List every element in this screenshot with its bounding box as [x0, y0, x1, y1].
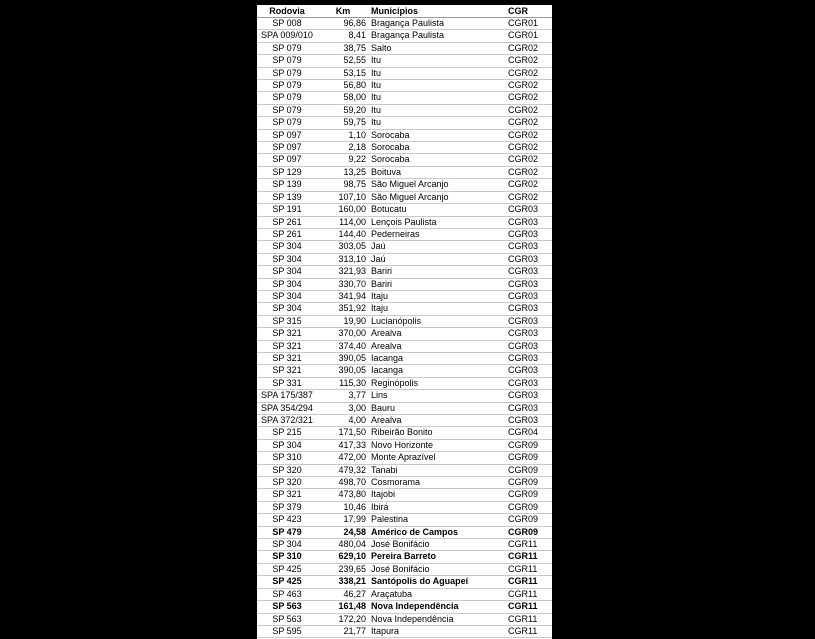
cell-municipio: Tanabi: [369, 464, 504, 476]
cell-rodovia: SP 463: [257, 588, 317, 600]
cell-cgr: CGR02: [504, 142, 552, 154]
table-row: [257, 352, 552, 364]
cell-rodovia: SP 321: [257, 352, 317, 364]
cell-municipio: Cosmorama: [369, 477, 504, 489]
cell-municipio: São Miguel Arcanjo: [369, 191, 504, 203]
cell-rodovia: SP 321: [257, 328, 317, 340]
cell-municipio: Bauru: [369, 402, 504, 414]
cell-km: 17,99: [317, 514, 369, 526]
cell-rodovia: SP 479: [257, 526, 317, 538]
table-row: [257, 80, 552, 92]
table-row: [257, 55, 552, 67]
cell-km: 498,70: [317, 477, 369, 489]
cell-rodovia: SP 139: [257, 191, 317, 203]
table-row: [257, 253, 552, 265]
cell-km: 56,80: [317, 80, 369, 92]
cell-cgr: CGR03: [504, 290, 552, 302]
cell-cgr: CGR09: [504, 477, 552, 489]
cell-rodovia: SP 129: [257, 166, 317, 178]
cell-km: 351,92: [317, 303, 369, 315]
cell-rodovia: SP 215: [257, 427, 317, 439]
table-row: [257, 464, 552, 476]
table-row: [257, 390, 552, 402]
cell-municipio: Itu: [369, 55, 504, 67]
cell-municipio: Jaú: [369, 253, 504, 265]
table-row: [257, 576, 552, 588]
cell-km: 390,05: [317, 352, 369, 364]
cell-cgr: CGR02: [504, 42, 552, 54]
cell-cgr: CGR02: [504, 92, 552, 104]
cell-rodovia: SP 304: [257, 241, 317, 253]
cell-km: 21,77: [317, 625, 369, 637]
cell-cgr: CGR03: [504, 253, 552, 265]
cell-municipio: Sorocaba: [369, 142, 504, 154]
cell-km: 390,05: [317, 365, 369, 377]
cell-cgr: CGR09: [504, 514, 552, 526]
cell-municipio: Monte Aprazível: [369, 452, 504, 464]
cell-cgr: CGR11: [504, 601, 552, 613]
cell-cgr: CGR09: [504, 452, 552, 464]
cell-km: 144,40: [317, 228, 369, 240]
table-row: [257, 501, 552, 513]
table-row: [257, 563, 552, 575]
cell-cgr: CGR02: [504, 104, 552, 116]
cell-municipio: Lins: [369, 390, 504, 402]
cell-municipio: Bragança Paulista: [369, 30, 504, 42]
cell-cgr: CGR03: [504, 204, 552, 216]
cell-rodovia: SP 079: [257, 104, 317, 116]
cell-municipio: Palestina: [369, 514, 504, 526]
cell-rodovia: SPA 009/010: [257, 30, 317, 42]
cell-municipio: Sorocaba: [369, 129, 504, 141]
cell-rodovia: SP 261: [257, 228, 317, 240]
cell-rodovia: SP 563: [257, 601, 317, 613]
table-row: [257, 402, 552, 414]
cell-cgr: CGR03: [504, 377, 552, 389]
cell-km: 4,00: [317, 415, 369, 427]
cell-cgr: CGR02: [504, 55, 552, 67]
table-row: [257, 166, 552, 178]
cell-km: 107,10: [317, 191, 369, 203]
cell-rodovia: SPA 372/321: [257, 415, 317, 427]
cell-cgr: CGR11: [504, 613, 552, 625]
cell-km: 59,75: [317, 117, 369, 129]
cell-municipio: Ibirá: [369, 501, 504, 513]
cell-rodovia: SP 304: [257, 266, 317, 278]
cell-municipio: Bariri: [369, 278, 504, 290]
cell-km: 10,46: [317, 501, 369, 513]
document-page: [257, 5, 552, 639]
cell-municipio: Sorocaba: [369, 154, 504, 166]
cell-km: 2,18: [317, 142, 369, 154]
header-rodovia: Rodovia: [257, 5, 317, 18]
cell-rodovia: SP 079: [257, 80, 317, 92]
cell-cgr: CGR03: [504, 415, 552, 427]
cell-cgr: CGR02: [504, 67, 552, 79]
cell-municipio: Lucianópolis: [369, 315, 504, 327]
cell-rodovia: SP 310: [257, 452, 317, 464]
cell-km: 160,00: [317, 204, 369, 216]
cell-km: 38,75: [317, 42, 369, 54]
cell-municipio: Itu: [369, 92, 504, 104]
cell-km: 321,93: [317, 266, 369, 278]
cell-municipio: Lençois Paulista: [369, 216, 504, 228]
cell-municipio: Pereira Barreto: [369, 551, 504, 563]
cell-cgr: CGR09: [504, 439, 552, 451]
cell-cgr: CGR03: [504, 303, 552, 315]
cell-cgr: CGR02: [504, 179, 552, 191]
table-row: [257, 266, 552, 278]
cell-municipio: São Miguel Arcanjo: [369, 179, 504, 191]
cell-municipio: Itu: [369, 117, 504, 129]
cell-cgr: CGR01: [504, 18, 552, 30]
cell-municipio: Itu: [369, 80, 504, 92]
cell-cgr: CGR09: [504, 501, 552, 513]
cell-rodovia: SP 304: [257, 439, 317, 451]
cell-municipio: Itu: [369, 104, 504, 116]
table-row: [257, 241, 552, 253]
cell-rodovia: SP 321: [257, 365, 317, 377]
cell-rodovia: SPA 354/294: [257, 402, 317, 414]
cell-municipio: Nova Independência: [369, 601, 504, 613]
cell-cgr: CGR03: [504, 216, 552, 228]
cell-km: 313,10: [317, 253, 369, 265]
cell-cgr: CGR03: [504, 390, 552, 402]
table-row: [257, 526, 552, 538]
cell-municipio: Bariri: [369, 266, 504, 278]
cell-km: 53,15: [317, 67, 369, 79]
cell-km: 3,77: [317, 390, 369, 402]
cell-km: 370,00: [317, 328, 369, 340]
table-row: [257, 377, 552, 389]
table-row: [257, 452, 552, 464]
cell-cgr: CGR11: [504, 563, 552, 575]
cell-municipio: Itapura: [369, 625, 504, 637]
cell-km: 472,00: [317, 452, 369, 464]
table-row: [257, 18, 552, 30]
table-row: [257, 30, 552, 42]
cell-municipio: Botucatu: [369, 204, 504, 216]
table-row: [257, 477, 552, 489]
cell-municipio: Santópolis do Aguapeí: [369, 576, 504, 588]
table-row: [257, 92, 552, 104]
cell-cgr: CGR04: [504, 427, 552, 439]
cell-rodovia: SP 563: [257, 613, 317, 625]
cell-km: 9,22: [317, 154, 369, 166]
cell-rodovia: SP 331: [257, 377, 317, 389]
cell-cgr: CGR02: [504, 80, 552, 92]
cell-cgr: CGR11: [504, 588, 552, 600]
cell-rodovia: SP 079: [257, 117, 317, 129]
table-row: [257, 489, 552, 501]
cell-cgr: CGR03: [504, 340, 552, 352]
cell-rodovia: SP 139: [257, 179, 317, 191]
table-row: [257, 129, 552, 141]
cell-km: 115,30: [317, 377, 369, 389]
cell-km: 629,10: [317, 551, 369, 563]
table-row: [257, 179, 552, 191]
rodovias-table: [257, 5, 552, 638]
cell-km: 24,58: [317, 526, 369, 538]
cell-cgr: CGR02: [504, 129, 552, 141]
cell-cgr: CGR11: [504, 576, 552, 588]
cell-rodovia: SP 191: [257, 204, 317, 216]
cell-km: 171,50: [317, 427, 369, 439]
cell-rodovia: SP 320: [257, 477, 317, 489]
table-row: [257, 340, 552, 352]
cell-municipio: Jaú: [369, 241, 504, 253]
table-row: [257, 315, 552, 327]
cell-rodovia: SP 425: [257, 563, 317, 575]
cell-cgr: CGR02: [504, 191, 552, 203]
cell-municipio: Pederneiras: [369, 228, 504, 240]
cell-km: 3,00: [317, 402, 369, 414]
cell-municipio: Itaju: [369, 303, 504, 315]
header-municipios: Municípios: [369, 5, 504, 18]
table-row: [257, 439, 552, 451]
cell-km: 59,20: [317, 104, 369, 116]
table-header-row: [257, 5, 552, 18]
cell-rodovia: SP 423: [257, 514, 317, 526]
cell-cgr: CGR11: [504, 551, 552, 563]
cell-cgr: CGR01: [504, 30, 552, 42]
cell-rodovia: SP 315: [257, 315, 317, 327]
cell-municipio: Boituva: [369, 166, 504, 178]
cell-km: 374,40: [317, 340, 369, 352]
cell-rodovia: SP 595: [257, 625, 317, 637]
table-body: [257, 18, 552, 638]
cell-municipio: Novo Horizonte: [369, 439, 504, 451]
cell-km: 1,10: [317, 129, 369, 141]
table-row: [257, 613, 552, 625]
header-km: Km: [317, 5, 369, 18]
cell-rodovia: SP 304: [257, 303, 317, 315]
cell-cgr: CGR03: [504, 365, 552, 377]
cell-rodovia: SP 425: [257, 576, 317, 588]
cell-rodovia: SP 079: [257, 42, 317, 54]
table-row: [257, 204, 552, 216]
cell-km: 480,04: [317, 539, 369, 551]
cell-rodovia: SP 310: [257, 551, 317, 563]
cell-cgr: CGR02: [504, 166, 552, 178]
cell-cgr: CGR03: [504, 402, 552, 414]
cell-rodovia: SP 097: [257, 129, 317, 141]
table-row: [257, 588, 552, 600]
table-row: [257, 328, 552, 340]
table-row: [257, 415, 552, 427]
table-row: [257, 303, 552, 315]
cell-km: 330,70: [317, 278, 369, 290]
cell-cgr: CGR11: [504, 539, 552, 551]
cell-municipio: José Bonifácio: [369, 563, 504, 575]
cell-km: 8,41: [317, 30, 369, 42]
cell-km: 96,86: [317, 18, 369, 30]
cell-km: 341,94: [317, 290, 369, 302]
cell-municipio: Arealva: [369, 415, 504, 427]
cell-cgr: CGR03: [504, 278, 552, 290]
cell-rodovia: SP 008: [257, 18, 317, 30]
table-row: [257, 67, 552, 79]
cell-km: 114,00: [317, 216, 369, 228]
table-row: [257, 104, 552, 116]
cell-municipio: Nova Independência: [369, 613, 504, 625]
cell-rodovia: SP 321: [257, 489, 317, 501]
cell-municipio: Reginópolis: [369, 377, 504, 389]
table-row: [257, 625, 552, 637]
table-row: [257, 551, 552, 563]
cell-km: 417,33: [317, 439, 369, 451]
cell-rodovia: SP 304: [257, 290, 317, 302]
cell-cgr: CGR03: [504, 228, 552, 240]
cell-municipio: Ribeirão Bonito: [369, 427, 504, 439]
cell-rodovia: SP 304: [257, 539, 317, 551]
cell-municipio: Bragança Paulista: [369, 18, 504, 30]
cell-km: 58,00: [317, 92, 369, 104]
table-row: [257, 216, 552, 228]
table-row: [257, 154, 552, 166]
table-row: [257, 42, 552, 54]
cell-km: 172,20: [317, 613, 369, 625]
table-row: [257, 427, 552, 439]
cell-municipio: Iacanga: [369, 352, 504, 364]
cell-rodovia: SP 097: [257, 154, 317, 166]
table-row: [257, 228, 552, 240]
cell-km: 98,75: [317, 179, 369, 191]
cell-rodovia: SP 079: [257, 92, 317, 104]
table-row: [257, 514, 552, 526]
table-row: [257, 365, 552, 377]
cell-cgr: CGR03: [504, 266, 552, 278]
header-cgr: CGR: [504, 5, 552, 18]
cell-rodovia: SP 079: [257, 55, 317, 67]
cell-rodovia: SP 304: [257, 278, 317, 290]
cell-municipio: Itajobi: [369, 489, 504, 501]
cell-km: 239,65: [317, 563, 369, 575]
cell-municipio: Iacanga: [369, 365, 504, 377]
table-row: [257, 278, 552, 290]
table-row: [257, 290, 552, 302]
cell-km: 338,21: [317, 576, 369, 588]
cell-km: 479,32: [317, 464, 369, 476]
cell-rodovia: SP 261: [257, 216, 317, 228]
table-row: [257, 191, 552, 203]
cell-rodovia: SP 379: [257, 501, 317, 513]
cell-km: 303,05: [317, 241, 369, 253]
cell-cgr: CGR11: [504, 625, 552, 637]
cell-municipio: Itu: [369, 67, 504, 79]
table-row: [257, 601, 552, 613]
cell-municipio: Araçatuba: [369, 588, 504, 600]
cell-cgr: CGR02: [504, 117, 552, 129]
cell-km: 473,80: [317, 489, 369, 501]
cell-cgr: CGR03: [504, 352, 552, 364]
cell-rodovia: SPA 175/387: [257, 390, 317, 402]
cell-rodovia: SP 079: [257, 67, 317, 79]
cell-km: 52,55: [317, 55, 369, 67]
cell-rodovia: SP 321: [257, 340, 317, 352]
cell-rodovia: SP 097: [257, 142, 317, 154]
cell-municipio: Américo de Campos: [369, 526, 504, 538]
cell-rodovia: SP 320: [257, 464, 317, 476]
cell-municipio: Itaju: [369, 290, 504, 302]
cell-municipio: Arealva: [369, 340, 504, 352]
table-row: [257, 117, 552, 129]
cell-municipio: Arealva: [369, 328, 504, 340]
cell-km: 161,48: [317, 601, 369, 613]
cell-municipio: Salto: [369, 42, 504, 54]
cell-cgr: CGR02: [504, 154, 552, 166]
cell-km: 13,25: [317, 166, 369, 178]
cell-km: 19,90: [317, 315, 369, 327]
cell-municipio: José Bonifácio: [369, 539, 504, 551]
cell-rodovia: SP 304: [257, 253, 317, 265]
cell-cgr: CGR03: [504, 315, 552, 327]
cell-cgr: CGR09: [504, 489, 552, 501]
table-row: [257, 142, 552, 154]
cell-cgr: CGR03: [504, 328, 552, 340]
cell-cgr: CGR09: [504, 526, 552, 538]
cell-cgr: CGR03: [504, 241, 552, 253]
cell-cgr: CGR09: [504, 464, 552, 476]
table-row: [257, 539, 552, 551]
cell-km: 46,27: [317, 588, 369, 600]
